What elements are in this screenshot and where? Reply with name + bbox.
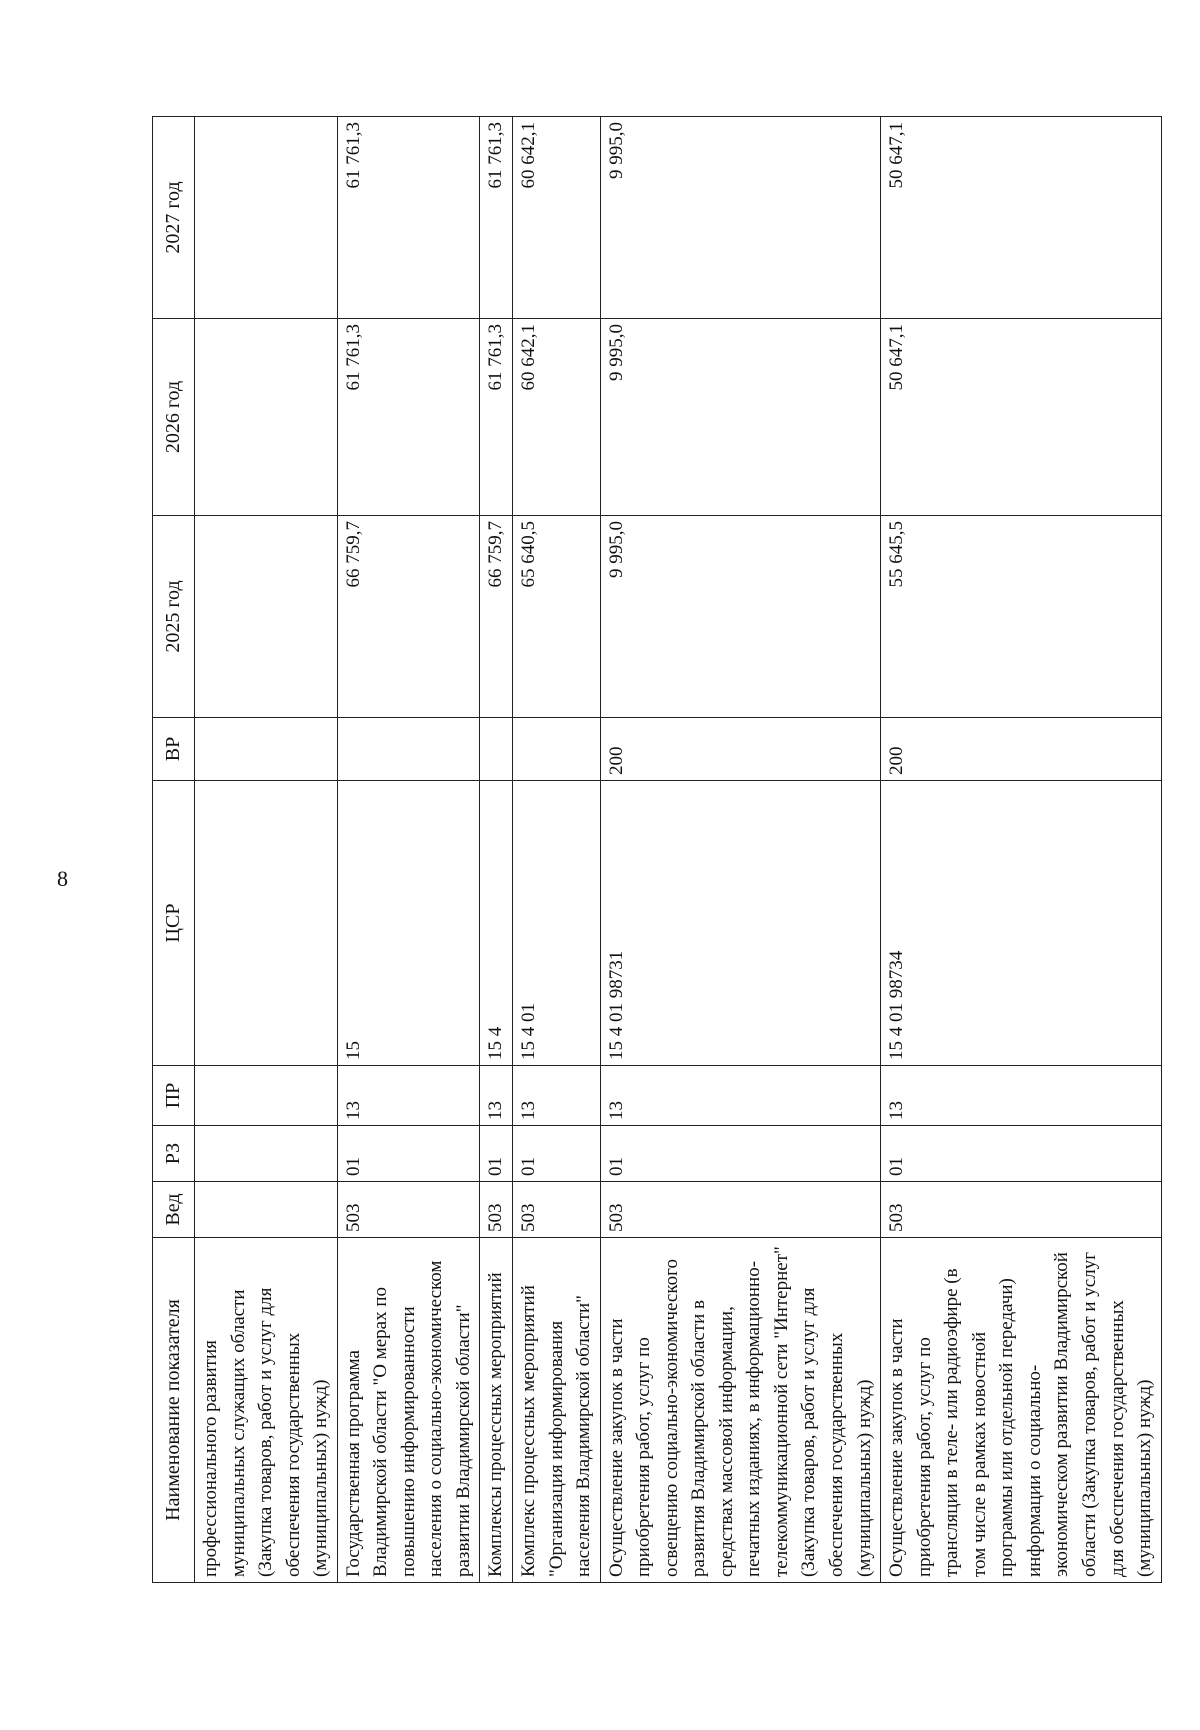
col-header-csr: ЦСР [153, 781, 195, 1066]
cell-2026: 9 995,0 [600, 319, 880, 516]
cell-pr: 13 [337, 1066, 480, 1126]
cell-vr: 200 [881, 718, 1161, 781]
col-header-ved: Вед [153, 1182, 195, 1238]
cell-pr: 13 [480, 1066, 513, 1126]
table-header-row [153, 117, 195, 1583]
cell-name: профессионального развития муниципальных служащих области (Закупка товаров, работ и услуг для обеспечения государственных (муниципальных) нужд) [195, 1238, 338, 1583]
cell-2027: 61 761,3 [337, 117, 480, 319]
cell-2026: 61 761,3 [337, 319, 480, 516]
cell-2026: 61 761,3 [480, 319, 513, 516]
cell-vr [337, 718, 480, 781]
cell-csr: 15 4 01 98731 [600, 781, 880, 1066]
cell-pr: 13 [600, 1066, 880, 1126]
cell-2027: 60 642,1 [513, 117, 601, 319]
cell-2025: 65 640,5 [513, 516, 601, 718]
cell-2026: 50 647,1 [881, 319, 1161, 516]
table-row [480, 117, 513, 1583]
cell-csr: 15 [337, 781, 480, 1066]
cell-2025 [195, 516, 338, 718]
cell-vr [480, 718, 513, 781]
cell-2027: 50 647,1 [881, 117, 1161, 319]
table-row [513, 117, 601, 1583]
cell-csr: 15 4 01 [513, 781, 601, 1066]
cell-2026: 60 642,1 [513, 319, 601, 516]
cell-rz: 01 [513, 1126, 601, 1182]
cell-csr: 15 4 01 98734 [881, 781, 1161, 1066]
col-header-vr: ВР [153, 718, 195, 781]
table-row [337, 117, 480, 1583]
cell-rz: 01 [480, 1126, 513, 1182]
cell-name: Комплексы процессных мероприятий [480, 1238, 513, 1583]
budget-table [152, 116, 1162, 1583]
cell-name: Осуществление закупок в части приобретения работ, услуг по трансляции в теле- или радиоэфире (в том числе в рамках новостной программы или отдельной передачи) информации о социально-экономическом развитии Владимирской области (Закупка товаров, работ и услуг для обеспечения государственных (муниципальных) нужд) [881, 1238, 1161, 1583]
cell-csr: 15 4 [480, 781, 513, 1066]
cell-name: Комплекс процессных мероприятий "Организация информирования населения Владимирской области" [513, 1238, 601, 1583]
table-row [195, 117, 338, 1583]
col-header-name: Наименование показателя [153, 1238, 195, 1583]
col-header-2027: 2027 год [153, 117, 195, 319]
table-row [600, 117, 880, 1583]
cell-2026 [195, 319, 338, 516]
cell-rz: 01 [337, 1126, 480, 1182]
cell-ved: 503 [600, 1182, 880, 1238]
cell-2025: 66 759,7 [480, 516, 513, 718]
cell-name: Осуществление закупок в части приобретения работ, услуг по освещению социально-экономического развития Владимирской области в средствах массовой информации, печатных изданиях, в информационно-телекоммуникационной сети "Интернет" (Закупка товаров, работ и услуг для обеспечения государственных (муниципальных) нужд) [600, 1238, 880, 1583]
cell-2025: 66 759,7 [337, 516, 480, 718]
cell-pr [195, 1066, 338, 1126]
cell-rz: 01 [881, 1126, 1161, 1182]
cell-pr: 13 [513, 1066, 601, 1126]
cell-ved: 503 [480, 1182, 513, 1238]
col-header-2025: 2025 год [153, 516, 195, 718]
col-header-pr: ПР [153, 1066, 195, 1126]
cell-csr [195, 781, 338, 1066]
cell-vr [513, 718, 601, 781]
cell-2027 [195, 117, 338, 319]
cell-ved: 503 [881, 1182, 1161, 1238]
table-row [881, 117, 1161, 1583]
cell-rz: 01 [600, 1126, 880, 1182]
cell-name: Государственная программа Владимирской области "О мерах по повышению информированности населения о социально-экономическом развитии Владимирской области" [337, 1238, 480, 1583]
cell-pr: 13 [881, 1066, 1161, 1126]
cell-2025: 9 995,0 [600, 516, 880, 718]
cell-vr [195, 718, 338, 781]
col-header-rz: РЗ [153, 1126, 195, 1182]
cell-rz [195, 1126, 338, 1182]
cell-ved: 503 [513, 1182, 601, 1238]
cell-ved [195, 1182, 338, 1238]
cell-2027: 9 995,0 [600, 117, 880, 319]
cell-2025: 55 645,5 [881, 516, 1161, 718]
col-header-2026: 2026 год [153, 319, 195, 516]
cell-2027: 61 761,3 [480, 117, 513, 319]
cell-vr: 200 [600, 718, 880, 781]
rotated-table-wrapper [152, 117, 1156, 1583]
page-number: 8 [57, 866, 68, 891]
cell-ved: 503 [337, 1182, 480, 1238]
